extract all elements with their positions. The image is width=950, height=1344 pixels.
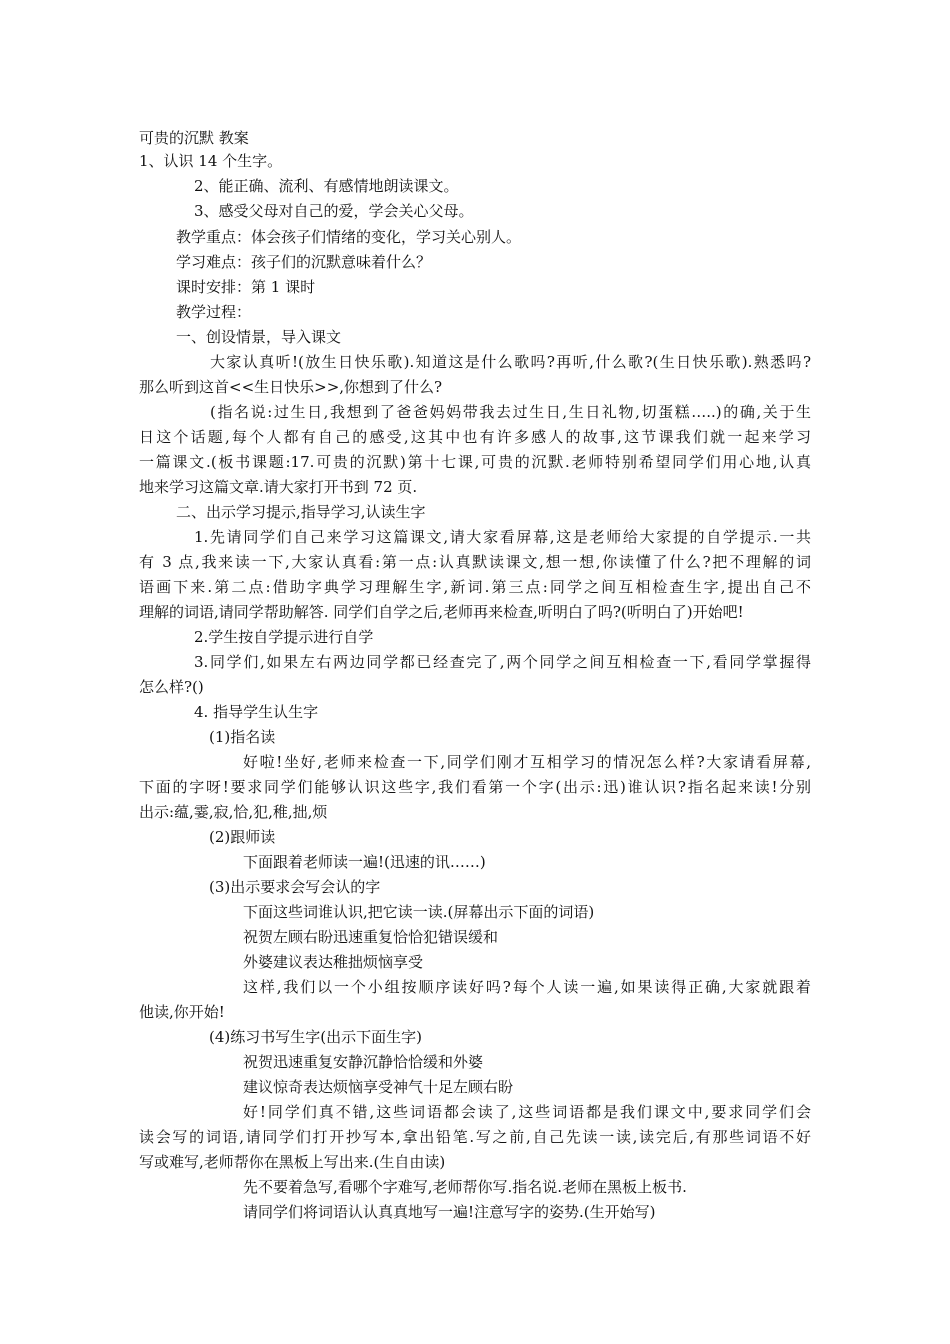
sub3-text2-line: 他读,你开始! — [139, 1003, 225, 1021]
step4: 4. 指导学生认生字 — [194, 703, 319, 721]
section1-p2-line: 一篇课文.(板书课题:17.可贵的沉默)第十七课,可贵的沉默.老师特别希望同学们用心地,认真 — [139, 453, 811, 471]
step1-line: 1.先请同学们自己来学习这篇课文,请大家看屏幕,这是老师给大家提的自学提示.一共 — [194, 528, 811, 546]
goal-1: 1、认识 14 个生字。 — [139, 152, 283, 170]
step3-line: 3.同学们,如果左右两边同学都已经查完了,两个同学之间互相检查一下,看同学掌握得 — [194, 653, 811, 671]
sub3-words-line: 外婆建议表达稚拙烦恼享受 — [243, 953, 424, 971]
step1-line: 有 3 点,我来读一下,大家认真看:第一点:认真默读课文,想一想,你读懂了什么?把不理解的词 — [139, 553, 811, 571]
step1-line: 理解的词语,请同学帮助解答. 同学们自学之后,老师再来检查,听明白了吗?(听明白了)开始吧! — [139, 603, 744, 621]
sub1-text-line: 出示:蕴,霎,寂,恰,犯,稚,拙,烦 — [139, 803, 328, 821]
section1-p1-line: 那么听到这首<<生日快乐>>,你想到了什么? — [139, 378, 443, 396]
sub4-tail-line: 请同学们将词语认认真真地写一遍!注意写字的姿势.(生开始写) — [243, 1203, 656, 1221]
section1-p1-line: 大家认真听!(放生日快乐歌).知道这是什么歌吗?再听,什么歌?(生日快乐歌).熟悉吗? — [210, 353, 811, 371]
sub1-text-line: 好啦!坐好,老师来检查一下,同学们刚才互相学习的情况怎么样?大家请看屏幕, — [243, 753, 811, 771]
key-point: 教学重点：体会孩子们情绪的变化，学习关心别人。 — [176, 228, 522, 246]
section1-p2-line: (指名说:过生日,我想到了爸爸妈妈带我去过生日,生日礼物,切蛋糕…..)的确,关于生 — [210, 403, 811, 421]
sub4-text-line: 读会写的词语,请同学们打开抄写本,拿出铅笔.写之前,自己先读一读,读完后,有那些词语不好 — [139, 1128, 811, 1146]
sub2-text: 下面跟着老师读一遍!(迅速的讯……) — [243, 853, 486, 871]
sub1-title: (1)指名读 — [209, 728, 276, 746]
goal-2: 2、能正确、流利、有感情地朗读课文。 — [194, 177, 459, 195]
step1-line: 语画下来.第二点:借助字典学习理解生字,新词.第三点:同学之间互相检查生字,提出自己不 — [139, 578, 811, 596]
difficulty: 学习难点：孩子们的沉默意味着什么？ — [176, 253, 432, 271]
section1-title: 一、创设情景，导入课文 — [176, 328, 342, 346]
sub4-tail-line: 先不要着急写,看哪个字难写,老师帮你写.指名说.老师在黑板上板书. — [243, 1178, 687, 1196]
sub1-text-line: 下面的字呀!要求同学们能够认识这些字,我们看第一个字(出示:迅)谁认识?指名起来读!分别 — [139, 778, 811, 796]
step3-line: 怎么样?() — [139, 678, 204, 696]
section1-p2-line: 地来学习这篇文章.请大家打开书到 72 页. — [139, 478, 418, 496]
goal-3: 3、感受父母对自己的爱，学会关心父母。 — [194, 202, 474, 220]
sub4-words-line: 建议惊奇表达烦恼享受神气十足左顾右盼 — [243, 1078, 514, 1096]
sub2-title: (2)跟师读 — [209, 828, 276, 846]
schedule: 课时安排：第 1 课时 — [176, 278, 316, 296]
process-title: 教学过程： — [176, 303, 252, 321]
section2-title: 二、出示学习提示,指导学习,认读生字 — [176, 503, 426, 521]
sub3-text2-line: 这样,我们以一个小组按顺序读好吗?每个人读一遍,如果读得正确,大家就跟着 — [243, 978, 811, 996]
document-title: 可贵的沉默 教案 — [139, 129, 249, 147]
step2: 2.学生按自学提示进行自学 — [194, 628, 374, 646]
sub3-words-line: 祝贺左顾右盼迅速重复恰恰犯错误缓和 — [243, 928, 499, 946]
sub3-title: (3)出示要求会写会认的字 — [209, 878, 381, 896]
section1-p2-line: 日这个话题,每个人都有自己的感受,这其中也有许多感人的故事,这节课我们就一起来学习 — [139, 428, 811, 446]
sub4-text-line: 写或难写,老师帮你在黑板上写出来.(生自由读) — [139, 1153, 446, 1171]
sub4-text-line: 好!同学们真不错,这些词语都会读了,这些词语都是我们课文中,要求同学们会 — [243, 1103, 811, 1121]
sub3-text-line: 下面这些词谁认识,把它读一读.(屏幕出示下面的词语) — [243, 903, 595, 921]
sub4-words-line: 祝贺迅速重复安静沉静恰恰缓和外婆 — [243, 1053, 484, 1071]
sub4-title: (4)练习书写生字(出示下面生字) — [209, 1028, 422, 1046]
